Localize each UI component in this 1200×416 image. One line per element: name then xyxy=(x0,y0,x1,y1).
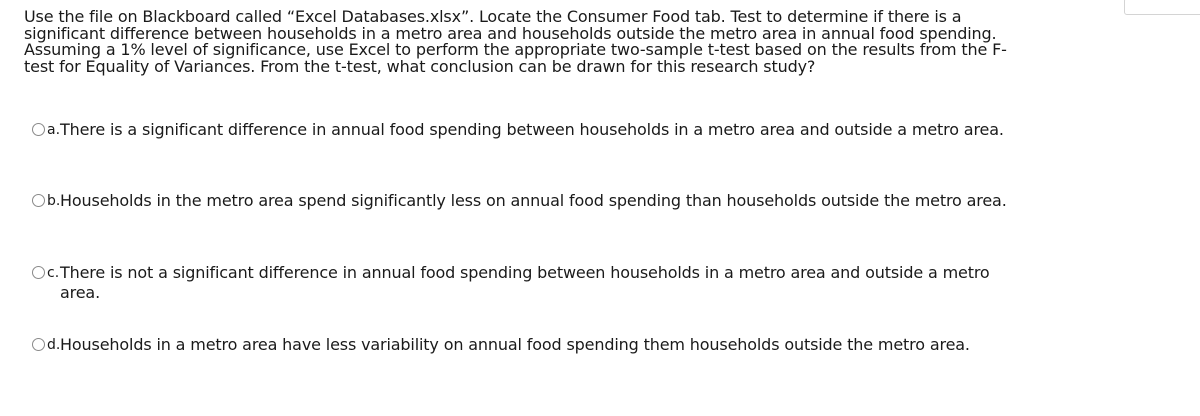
answer-option-d[interactable] xyxy=(32,335,1032,375)
radio-button-c[interactable] xyxy=(32,266,45,279)
option-letter-a: a. xyxy=(47,122,61,138)
option-text-d: Households in a metro area have less variability on annual food spending them households outside the metro area. xyxy=(60,335,970,354)
answer-option-a[interactable] xyxy=(32,120,1032,160)
answer-option-b[interactable] xyxy=(32,191,1032,231)
option-text-b: Households in the metro area spend significantly less on annual food spending than households outside the metro area. xyxy=(60,191,1007,210)
option-letter-c: c. xyxy=(47,265,60,281)
top-right-panel xyxy=(1124,0,1200,15)
radio-button-d[interactable] xyxy=(32,338,45,351)
radio-button-b[interactable] xyxy=(32,194,45,207)
radio-button-a[interactable] xyxy=(32,123,45,136)
option-letter-b: b. xyxy=(47,193,61,209)
option-text-c: There is not a significant difference in annual food spending between households in a metro area and outside a metro area. xyxy=(60,263,990,302)
option-text-a: There is a significant difference in annual food spending between households in a metro area and outside a metro area. xyxy=(60,120,1004,139)
option-letter-d: d. xyxy=(47,337,61,353)
question-text: Use the file on Blackboard called “Excel Databases.xlsx”. Locate the Consumer Food tab. Test to determine if there is a significant difference between households in a metro area and households outside the metro area in annual food spending. Assuming a 1% level of significance, use Excel to perform the appropriate two-sample t-test based on the results from the F-test for Equality of Variances. From the t-test, what conclusion can be drawn for this research study? xyxy=(24,7,1007,76)
answer-option-c[interactable] xyxy=(32,263,1032,303)
